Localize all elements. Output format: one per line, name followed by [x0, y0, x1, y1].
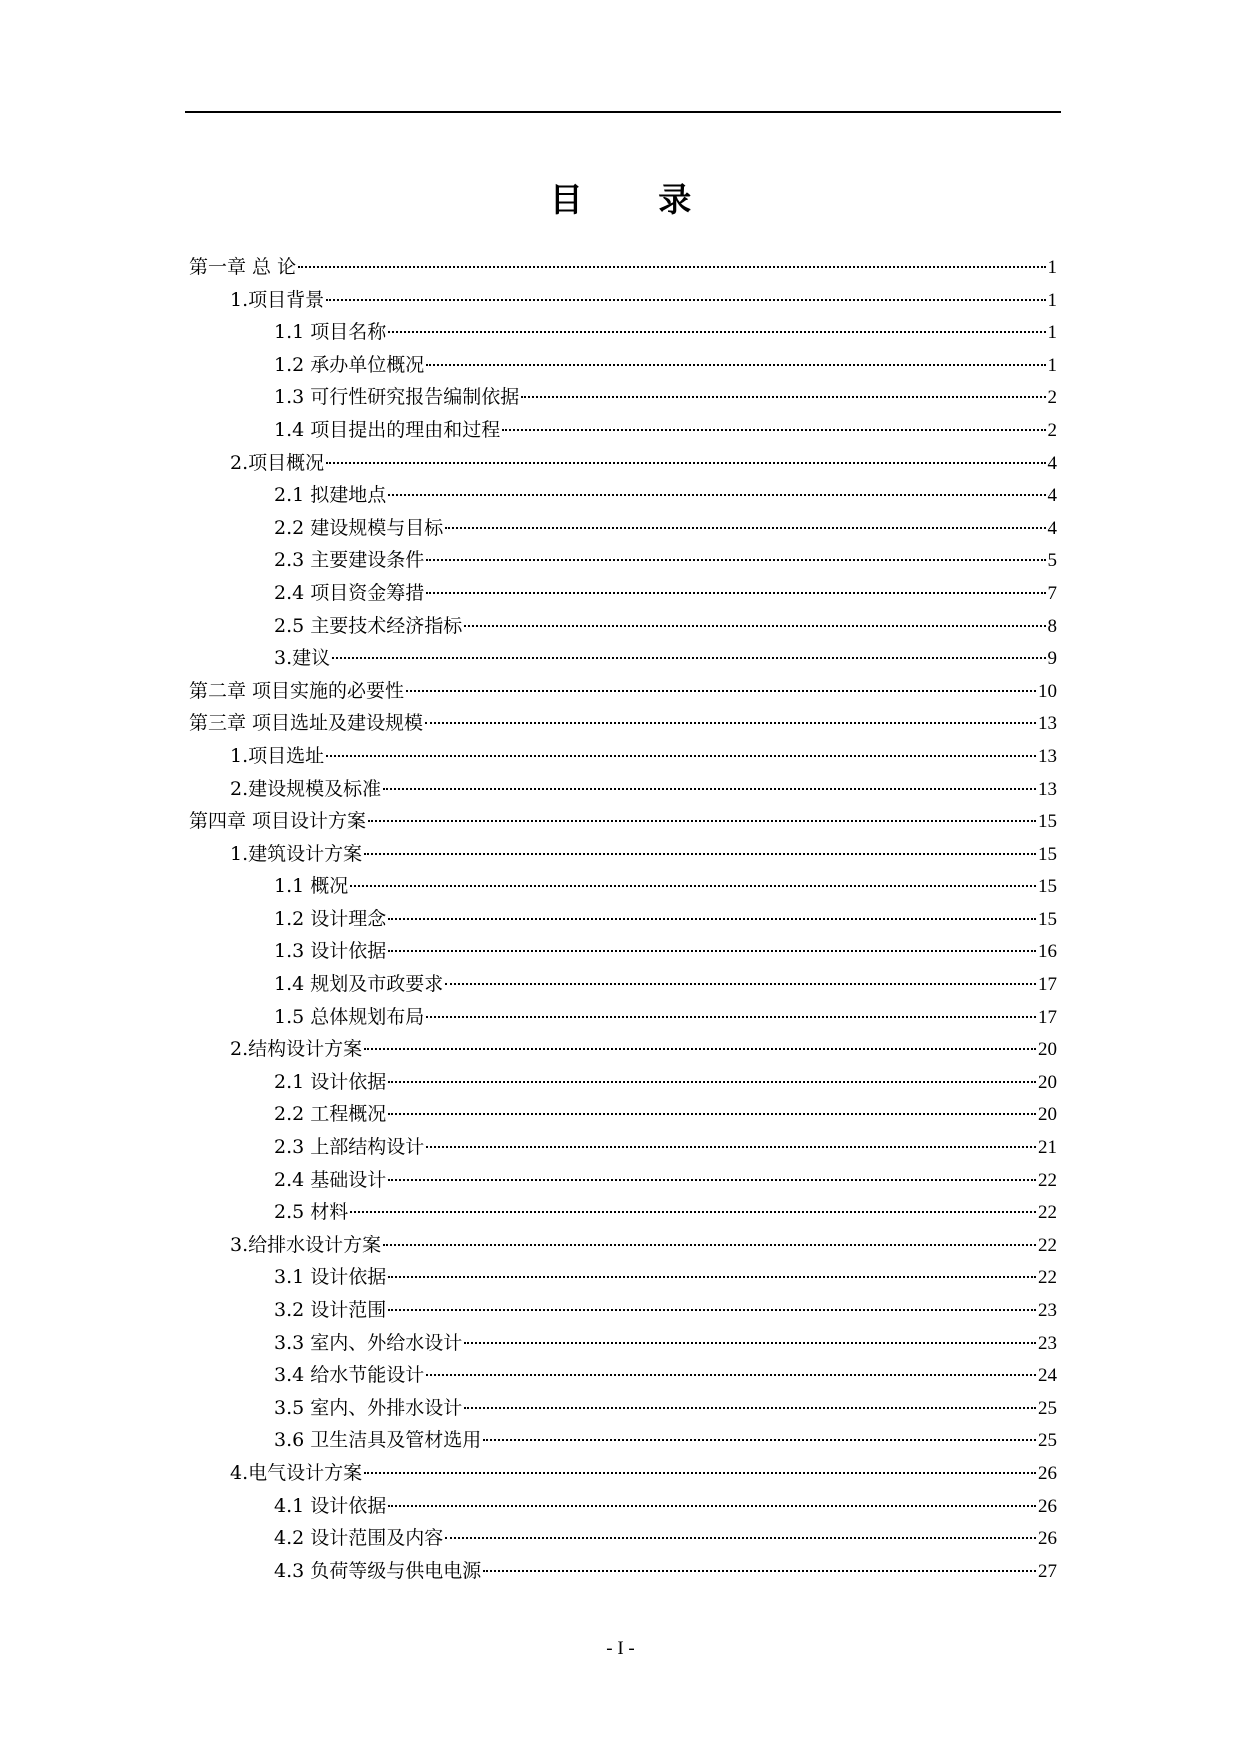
- toc-entry[interactable]: [189, 1490, 1057, 1523]
- toc-entry-title: 3.2 设计范围: [274, 1299, 387, 1321]
- dot-leader: [388, 1081, 1036, 1083]
- toc-entry-title: 2.结构设计方案: [230, 1038, 363, 1061]
- toc-entry[interactable]: [189, 1261, 1057, 1294]
- toc-entry-page: 26: [1038, 1528, 1057, 1550]
- toc-entry[interactable]: [189, 1555, 1057, 1588]
- toc-entry[interactable]: [189, 349, 1057, 382]
- dot-leader: [445, 1537, 1036, 1539]
- dot-leader: [383, 788, 1036, 790]
- dot-leader: [364, 853, 1036, 855]
- toc-entry[interactable]: [189, 1131, 1057, 1164]
- toc-entry[interactable]: [189, 968, 1057, 1001]
- toc-entry-title: 第二章 项目实施的必要性: [189, 679, 405, 702]
- dot-leader: [464, 625, 1045, 627]
- dot-leader: [368, 820, 1036, 822]
- toc-entry-page: 2: [1047, 387, 1057, 409]
- toc-entry-page: 13: [1038, 713, 1057, 735]
- dot-leader: [426, 364, 1045, 366]
- toc-entry-page: 1: [1047, 289, 1057, 311]
- toc-entry[interactable]: [189, 1294, 1057, 1327]
- toc-entry-title: 2.1 拟建地点: [274, 484, 387, 507]
- dot-leader: [350, 885, 1036, 887]
- toc-entry[interactable]: [189, 1066, 1057, 1099]
- toc-entry-page: 23: [1038, 1300, 1057, 1321]
- toc-entry-page: 26: [1038, 1462, 1057, 1484]
- toc-entry-page: 15: [1038, 843, 1057, 865]
- toc-entry-title: 2.2 工程概况: [274, 1103, 387, 1126]
- toc-entry[interactable]: [189, 284, 1057, 317]
- toc-entry-page: 4: [1047, 517, 1057, 539]
- toc-entry-page: 22: [1038, 1267, 1057, 1289]
- toc-entry[interactable]: [189, 1327, 1057, 1360]
- dot-leader: [445, 527, 1045, 529]
- toc-entry-page: 17: [1038, 1006, 1057, 1028]
- toc-entry-title: 2.3 主要建设条件: [274, 549, 425, 572]
- toc-entry-title: 1.1 概况: [274, 875, 349, 898]
- toc-entry-title: 1.4 规划及市政要求: [274, 973, 444, 996]
- toc-entry-page: 13: [1038, 778, 1057, 800]
- toc-entry[interactable]: [189, 316, 1057, 349]
- toc-entry[interactable]: [189, 740, 1057, 773]
- toc-entry-page: 16: [1038, 941, 1057, 963]
- toc-entry-title: 4.1 设计依据: [274, 1494, 387, 1517]
- toc-entry[interactable]: [189, 773, 1057, 806]
- dot-leader: [388, 1505, 1036, 1507]
- toc-entry[interactable]: [189, 1164, 1057, 1197]
- toc-entry-page: 4: [1047, 485, 1057, 507]
- toc-entry-title: 2.4 基础设计: [274, 1168, 387, 1191]
- toc-entry-title: 3.1 设计依据: [274, 1266, 387, 1289]
- dot-leader: [388, 918, 1036, 920]
- toc-entry[interactable]: [189, 675, 1057, 708]
- toc-entry-page: 22: [1038, 1202, 1057, 1224]
- dot-leader: [364, 1472, 1036, 1474]
- page-title: 目 录: [549, 180, 724, 219]
- toc-entry-title: 1.项目选址: [230, 744, 325, 767]
- toc-entry-page: 26: [1038, 1495, 1057, 1517]
- toc-entry[interactable]: [189, 903, 1057, 936]
- dot-leader: [383, 1244, 1036, 1246]
- dot-leader: [388, 950, 1036, 952]
- toc-entry[interactable]: [189, 512, 1057, 545]
- toc-entry[interactable]: [189, 1229, 1057, 1262]
- toc-entry-page: 9: [1047, 648, 1057, 670]
- header-rule: [185, 111, 1061, 113]
- toc-entry[interactable]: [189, 1098, 1057, 1131]
- dot-leader: [464, 1342, 1036, 1344]
- dot-leader: [388, 494, 1045, 496]
- toc-entry[interactable]: [189, 1001, 1057, 1034]
- toc-entry-title: 2.建设规模及标准: [230, 777, 382, 800]
- page-number: - I -: [606, 1638, 635, 1659]
- toc-entry[interactable]: [189, 1033, 1057, 1066]
- toc-entry[interactable]: [189, 1392, 1057, 1425]
- dot-leader: [388, 1276, 1036, 1278]
- toc-entry-page: 8: [1047, 615, 1057, 637]
- dot-leader: [426, 1016, 1036, 1018]
- toc-entry-page: 27: [1038, 1560, 1057, 1582]
- dot-leader: [298, 266, 1045, 268]
- dot-leader: [425, 722, 1036, 724]
- toc-entry-title: 1.3 设计依据: [274, 940, 387, 963]
- toc-entry-title: 4.电气设计方案: [230, 1461, 363, 1484]
- dot-leader: [388, 331, 1045, 333]
- toc-entry-title: 2.5 主要技术经济指标: [274, 614, 463, 637]
- toc-entry-page: 4: [1047, 452, 1057, 474]
- toc-entry-page: 25: [1038, 1397, 1057, 1419]
- dot-leader: [464, 1407, 1036, 1409]
- dot-leader: [426, 592, 1045, 594]
- toc-entry[interactable]: [189, 805, 1057, 838]
- toc-entry-title: 2.3 上部结构设计: [274, 1136, 425, 1159]
- toc-entry-page: 10: [1038, 680, 1057, 702]
- dot-leader: [388, 1113, 1036, 1115]
- toc-entry-page: 15: [1038, 876, 1057, 898]
- toc-entry-page: 1: [1047, 354, 1057, 376]
- toc-entry-title: 2.2 建设规模与目标: [274, 516, 444, 539]
- toc-entry-page: 7: [1047, 582, 1057, 604]
- toc-entry-page: 5: [1047, 550, 1057, 572]
- toc-entry-title: 3.建议: [274, 647, 331, 670]
- toc-entry-title: 4.2 设计范围及内容: [274, 1527, 444, 1550]
- toc-entry[interactable]: [189, 381, 1057, 414]
- dot-leader: [388, 1179, 1036, 1181]
- toc-entry-page: 23: [1038, 1332, 1057, 1354]
- dot-leader: [364, 1048, 1036, 1050]
- toc-entry-page: 15: [1038, 908, 1057, 930]
- dot-leader: [502, 429, 1045, 431]
- toc-entry[interactable]: [189, 1424, 1057, 1457]
- toc-entry-page: 2: [1047, 419, 1057, 441]
- toc-entry[interactable]: [189, 1359, 1057, 1392]
- toc-entry-title: 3.5 室内、外排水设计: [274, 1396, 463, 1419]
- toc-entry-page: 21: [1038, 1137, 1057, 1159]
- dot-leader: [326, 299, 1045, 301]
- dot-leader: [326, 462, 1045, 464]
- toc-entry-page: 20: [1038, 1104, 1057, 1126]
- toc-entry[interactable]: [189, 870, 1057, 903]
- toc-entry[interactable]: [189, 642, 1057, 675]
- toc-entry-title: 2.4 项目资金筹措: [274, 581, 425, 604]
- toc-entry-title: 1.2 承办单位概况: [274, 353, 425, 376]
- toc-entry[interactable]: [189, 447, 1057, 480]
- toc-entry-page: 22: [1038, 1234, 1057, 1256]
- toc-entry-title: 1.项目背景: [230, 288, 325, 311]
- toc-entry-title: 3.给排水设计方案: [230, 1233, 382, 1256]
- toc-entry-page: 24: [1038, 1365, 1057, 1387]
- dot-leader: [521, 396, 1045, 398]
- toc-entry-title: 3.3 室内、外给水设计: [274, 1331, 463, 1354]
- toc-entry[interactable]: [189, 1457, 1057, 1490]
- dot-leader: [388, 1309, 1036, 1311]
- toc-entry-title: 1.建筑设计方案: [230, 842, 363, 865]
- toc-entry-title: 第一章 总 论: [189, 256, 297, 278]
- toc-entry[interactable]: [189, 707, 1057, 740]
- table-of-contents: [189, 251, 1057, 1587]
- toc-entry[interactable]: [189, 610, 1057, 643]
- toc-entry[interactable]: [189, 544, 1057, 577]
- toc-entry[interactable]: [189, 251, 1057, 284]
- toc-entry-page: 25: [1038, 1430, 1057, 1452]
- toc-entry-title: 2.项目概况: [230, 451, 325, 474]
- toc-entry-title: 4.3 负荷等级与供电电源: [274, 1559, 482, 1582]
- toc-entry-page: 22: [1038, 1169, 1057, 1191]
- toc-entry-title: 1.3 可行性研究报告编制依据: [274, 386, 520, 409]
- toc-entry-page: 17: [1038, 974, 1057, 996]
- toc-entry-page: 1: [1047, 322, 1057, 344]
- dot-leader: [326, 755, 1036, 757]
- dot-leader: [483, 1570, 1036, 1572]
- toc-entry[interactable]: [189, 838, 1057, 871]
- dot-leader: [426, 1374, 1036, 1376]
- toc-entry[interactable]: [189, 577, 1057, 610]
- toc-entry-title: 2.1 设计依据: [274, 1070, 387, 1093]
- toc-entry-title: 1.5 总体规划布局: [274, 1005, 425, 1028]
- dot-leader: [350, 1211, 1036, 1213]
- dot-leader: [483, 1439, 1036, 1441]
- toc-entry[interactable]: [189, 1196, 1057, 1229]
- toc-entry-page: 15: [1038, 811, 1057, 833]
- toc-entry-title: 1.4 项目提出的理由和过程: [274, 418, 501, 441]
- dot-leader: [426, 1146, 1036, 1148]
- toc-entry-title: 第四章 项目设计方案: [189, 810, 367, 833]
- toc-entry-title: 3.4 给水节能设计: [274, 1364, 425, 1387]
- dot-leader: [445, 983, 1036, 985]
- toc-entry-title: 第三章 项目选址及建设规模: [189, 712, 424, 735]
- toc-entry-page: 1: [1047, 257, 1057, 278]
- toc-entry[interactable]: [189, 1522, 1057, 1555]
- toc-entry-page: 20: [1038, 1071, 1057, 1093]
- toc-entry[interactable]: [189, 479, 1057, 512]
- toc-entry-page: 20: [1038, 1039, 1057, 1061]
- toc-entry[interactable]: [189, 935, 1057, 968]
- toc-entry[interactable]: [189, 414, 1057, 447]
- dot-leader: [426, 559, 1045, 561]
- toc-entry-page: 13: [1038, 745, 1057, 767]
- toc-entry-title: 2.5 材料: [274, 1201, 349, 1224]
- toc-entry-title: 3.6 卫生洁具及管材选用: [274, 1429, 482, 1452]
- dot-leader: [332, 657, 1045, 659]
- toc-entry-title: 1.1 项目名称: [274, 321, 387, 344]
- dot-leader: [406, 690, 1036, 692]
- toc-entry-title: 1.2 设计理念: [274, 907, 387, 930]
